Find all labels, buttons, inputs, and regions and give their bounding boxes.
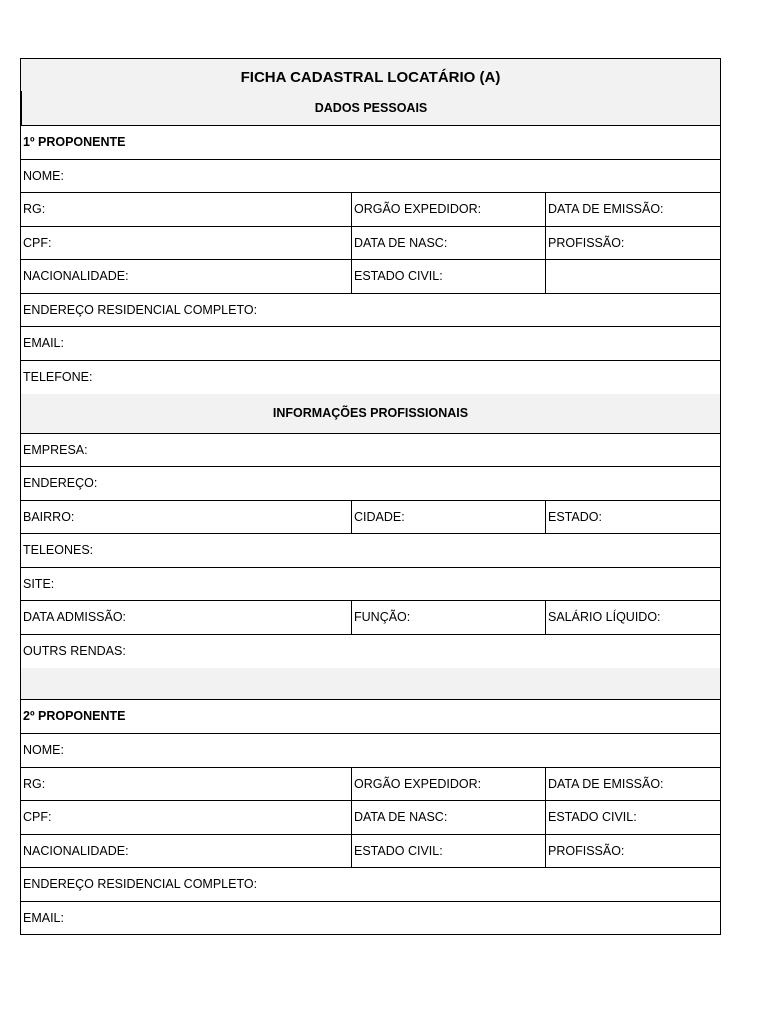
outras-rendas-row — [20, 635, 721, 668]
proponent2-nome-field[interactable]: NOME: — [23, 743, 64, 758]
proponent1-profissao-field[interactable]: PROFISSÃO: — [545, 227, 720, 259]
proponent2-rg-row — [20, 768, 721, 801]
proponent2-nacionalidade-row — [20, 835, 721, 868]
proponent2-endereco-row — [20, 868, 721, 902]
proponent2-email-field[interactable]: EMAIL: — [23, 910, 64, 925]
funcao-field[interactable]: FUNÇÃO: — [351, 601, 545, 634]
proponent1-orgao-field[interactable]: ORGÃO EXPEDIDOR: — [351, 193, 545, 226]
proponent1-telefone-field[interactable]: TELEFONE: — [23, 370, 93, 385]
proponent2-orgao-field[interactable]: ORGÃO EXPEDIDOR: — [351, 768, 545, 800]
section-divider — [20, 668, 721, 700]
bairro-row — [20, 501, 721, 534]
data-admissao-field[interactable]: DATA ADMISSÃO: — [23, 610, 127, 625]
estado-field[interactable]: ESTADO: — [545, 501, 720, 533]
outras-rendas-field[interactable]: OUTRS RENDAS: — [23, 644, 126, 659]
salario-field[interactable]: SALÁRIO LÍQUIDO: — [545, 601, 720, 634]
site-field[interactable]: SITE: — [23, 576, 55, 591]
admissao-row — [20, 601, 721, 635]
proponent1-rg-field[interactable]: RG: — [23, 202, 46, 217]
endereco-profissional-row — [20, 467, 721, 501]
form-title: FICHA CADASTRAL LOCATÁRIO (A) — [240, 68, 501, 86]
proponent2-heading: 2º PROPONENTE — [23, 709, 126, 724]
proponent1-email-row — [20, 327, 721, 361]
proponent1-nome-field[interactable]: NOME: — [23, 168, 64, 183]
professional-heading-row — [20, 394, 721, 434]
proponent2-data-nasc-field[interactable]: DATA DE NASC: — [351, 801, 545, 834]
proponent1-heading-row — [20, 126, 721, 160]
proponent2-endereco-field[interactable]: ENDEREÇO RESIDENCIAL COMPLETO: — [23, 877, 258, 892]
proponent1-endereco-row — [20, 294, 721, 327]
proponent1-heading: 1º PROPONENTE — [23, 135, 126, 150]
proponent1-data-emissao-field[interactable]: DATA DE EMISSÃO: — [545, 193, 720, 226]
proponent1-cpf-row — [20, 227, 721, 260]
proponent2-nome-row — [20, 734, 721, 768]
proponent2-cpf-row — [20, 801, 721, 835]
registration-form — [20, 58, 721, 935]
site-row — [20, 568, 721, 601]
proponent1-endereco-field[interactable]: ENDEREÇO RESIDENCIAL COMPLETO: — [23, 302, 258, 317]
proponent1-email-field[interactable]: EMAIL: — [23, 336, 64, 351]
divider-cell — [21, 668, 720, 699]
proponent1-nacionalidade-row — [20, 260, 721, 294]
section-title-personal: DADOS PESSOAIS — [21, 91, 720, 125]
proponent1-empty-cell[interactable] — [545, 260, 720, 293]
proponent2-rg-field[interactable]: RG: — [23, 776, 46, 791]
professional-heading: INFORMAÇÕES PROFISSIONAIS — [272, 406, 469, 421]
proponent1-telefone-row — [20, 361, 721, 394]
empresa-row — [20, 434, 721, 467]
telefones-row — [20, 534, 721, 568]
proponent2-estado-civil-a-field[interactable]: ESTADO CIVIL: — [545, 801, 720, 834]
cidade-field[interactable]: CIDADE: — [351, 501, 545, 533]
proponent2-heading-row — [20, 700, 721, 734]
proponent1-nome-row — [20, 160, 721, 193]
proponent2-data-emissao-field[interactable]: DATA DE EMISSÃO: — [545, 768, 720, 800]
empresa-field[interactable]: EMPRESA: — [23, 442, 88, 457]
proponent2-estado-civil-b-field[interactable]: ESTADO CIVIL: — [351, 835, 545, 867]
telefones-field[interactable]: TELEONES: — [23, 543, 94, 558]
proponent2-email-row — [20, 902, 721, 935]
proponent2-nacionalidade-field[interactable]: NACIONALIDADE: — [23, 843, 129, 858]
proponent1-data-nasc-field[interactable]: DATA DE NASC: — [351, 227, 545, 259]
endereco-profissional-field[interactable]: ENDEREÇO: — [23, 476, 98, 491]
proponent1-nacionalidade-field[interactable]: NACIONALIDADE: — [23, 269, 129, 284]
proponent2-cpf-field[interactable]: CPF: — [23, 810, 52, 825]
bairro-field[interactable]: BAIRRO: — [23, 509, 75, 524]
proponent1-cpf-field[interactable]: CPF: — [23, 235, 52, 250]
proponent1-estado-civil-field[interactable]: ESTADO CIVIL: — [351, 260, 545, 293]
proponent2-profissao-field[interactable]: PROFISSÃO: — [545, 835, 720, 867]
form-header — [20, 58, 721, 126]
proponent1-rg-row — [20, 193, 721, 227]
